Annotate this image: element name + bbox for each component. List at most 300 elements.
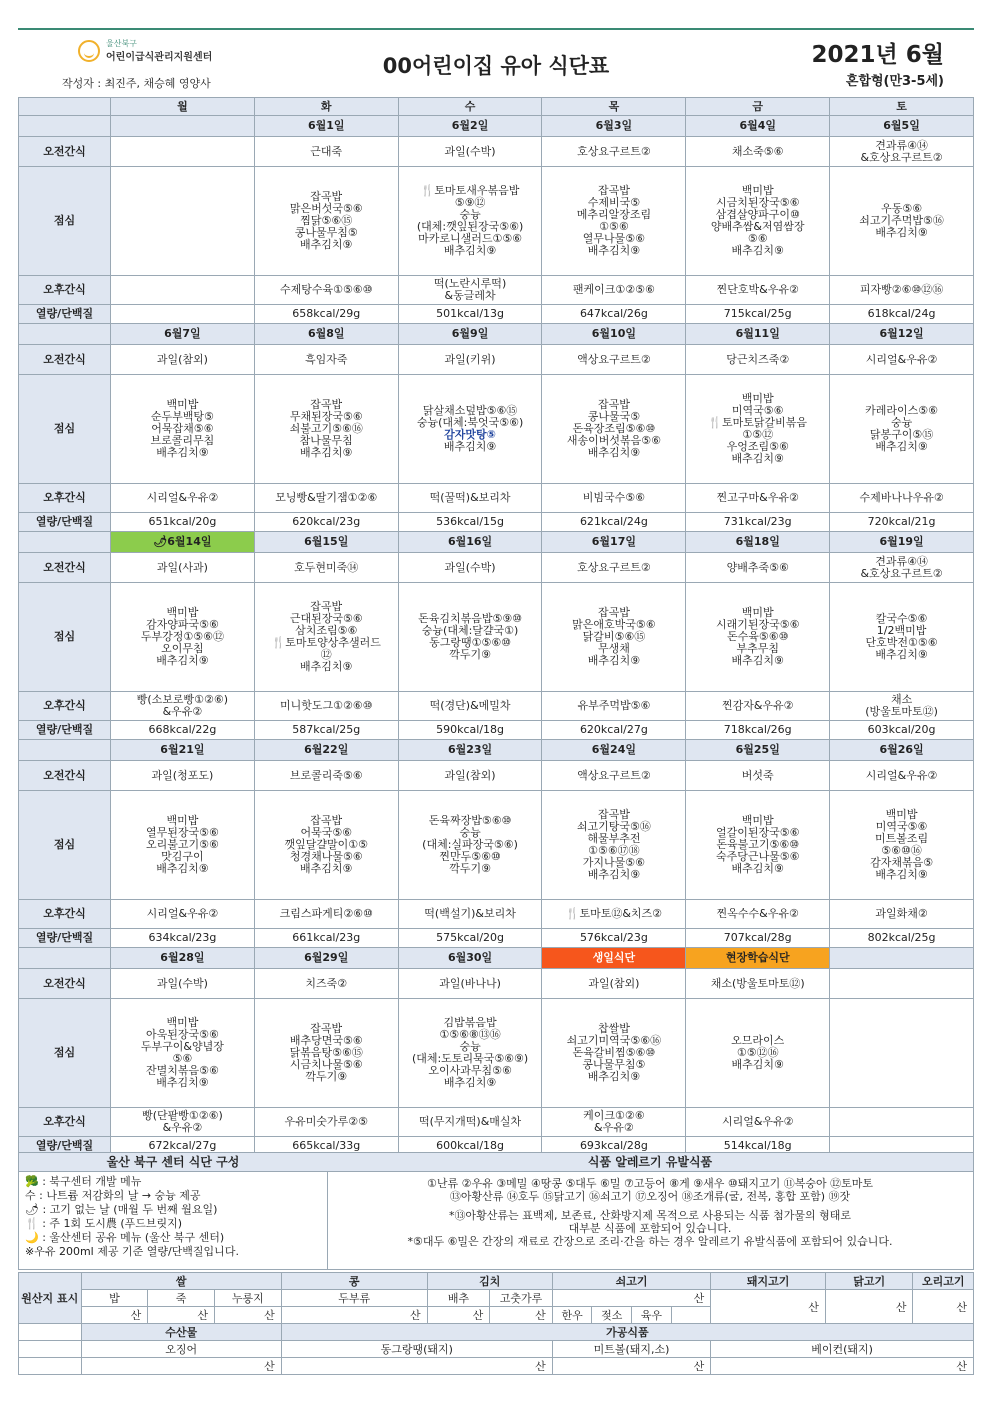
origin-bap-san: 산 [81, 1307, 148, 1324]
kcal-cell: 715kcal/25g [686, 305, 830, 324]
cell-line: 깍두기⑨ [449, 862, 491, 875]
age-group: 혼합형(만3-5세) [845, 74, 944, 89]
day-1: 화 [254, 98, 398, 116]
afternoon-row [19, 692, 974, 721]
kcal-label: 열량/단백질 [19, 929, 111, 948]
cell-line: ⑫ [320, 648, 332, 661]
origin-p2: 미트볼(돼지,소) [552, 1341, 710, 1358]
date-cell: 6월3일 [542, 116, 686, 137]
year-month: 2021년 6월 [811, 42, 944, 68]
lunch-cell [254, 167, 398, 276]
lunch-cell [542, 375, 686, 484]
lunch-cell [542, 167, 686, 276]
origin-bean: 콩 [281, 1273, 427, 1290]
cell-line: 숭늉(대체:달걀국①) [421, 624, 519, 637]
morning-cell: 시리얼&우유② [830, 761, 974, 791]
afternoon-cell: 팬케이크①②⑤⑥ [542, 276, 686, 305]
cell-line: 배추김치⑨ [875, 868, 928, 881]
lunch-cell [542, 791, 686, 900]
cell-line: 두부구이&양념장 [140, 1040, 224, 1053]
top-rule [18, 28, 974, 30]
cell-line: 찹쌀밥 [597, 1022, 630, 1035]
lunch-cell [398, 375, 542, 484]
origin-p2-san: 산 [552, 1358, 710, 1375]
kcal-cell: 603kcal/20g [830, 721, 974, 740]
kcal-cell: 665kcal/33g [254, 1137, 398, 1156]
cell-line: 숭늉 [459, 1040, 481, 1053]
cell-line: 콩나물국⑤ [587, 410, 641, 423]
cell-line: 잡곡밥 [310, 1022, 343, 1035]
cell-line: 브로콜리무침 [150, 434, 215, 447]
author: 작성자 : 최진주, 채승혜 영양사 [62, 77, 211, 90]
morning-cell: 시리얼&우유② [830, 345, 974, 375]
date-cell: 6월25일 [686, 740, 830, 761]
date-cell: 6월23일 [398, 740, 542, 761]
allergy-panel [327, 1153, 973, 1269]
cell-line: 맑은버섯국⑤⑥ [289, 202, 363, 215]
kcal-cell: 668kcal/22g [111, 721, 255, 740]
kcal-cell: 672kcal/27g [111, 1137, 255, 1156]
morning-cell: 과일(바나나) [398, 969, 542, 999]
origin-table [18, 1272, 974, 1375]
afternoon-cell: 시리얼&우유② [111, 484, 255, 513]
cell-line: 감자맛탕⑤ [444, 428, 496, 441]
cell-line: 찐만두⑤⑥⑩ [439, 850, 501, 863]
cell-line: 🍴토마토새우볶음밥 [420, 184, 520, 197]
cell-line: 잡곡밥 [597, 398, 630, 411]
afternoon-cell: 피자빵②⑥⑩⑫⑯ [830, 276, 974, 305]
date-row-label [19, 324, 111, 345]
date-row-label [19, 532, 111, 553]
origin-meat: 육우 [632, 1307, 672, 1324]
kcal-cell: 731kcal/23g [686, 513, 830, 532]
morning-cell: 버섯죽 [686, 761, 830, 791]
date-cell: 6월15일 [254, 532, 398, 553]
lunch-row [19, 375, 974, 484]
cell-line: 백미밥 [741, 184, 774, 197]
afternoon-cell: 찐단호박&우유② [686, 276, 830, 305]
morning-label: 오전간식 [19, 553, 111, 583]
lunch-cell [686, 375, 830, 484]
morning-cell: 채소죽⑤⑥ [686, 137, 830, 167]
morning-row [19, 553, 974, 583]
afternoon-cell: 우유미숫가루②⑤ [254, 1108, 398, 1137]
origin-nurungji: 누룽지 [214, 1290, 281, 1307]
origin-tofu: 두부류 [281, 1290, 427, 1307]
cell-line: 숭늉 [459, 826, 481, 839]
cell-line: &호상요구르트② [860, 150, 943, 164]
morning-cell: 호상요구르트② [542, 137, 686, 167]
morning-cell: 과일(수박) [398, 137, 542, 167]
date-row-label [19, 116, 111, 137]
morning-cell: 과일(수박) [111, 969, 255, 999]
cell-line: 배추김치⑨ [300, 238, 353, 251]
cell-line: ①⑤⑥⑰⑱ [588, 844, 640, 857]
cell-line: &우유② [594, 1121, 634, 1134]
corner-cell [19, 98, 111, 116]
afternoon-cell: 떡(무지개떡)&매실차 [398, 1108, 542, 1137]
lunch-row [19, 583, 974, 692]
date-cell: 6월11일 [686, 324, 830, 345]
date-cell: 6월16일 [398, 532, 542, 553]
cell-line: 맛김구이 [161, 850, 204, 863]
kcal-cell: 576kcal/23g [542, 929, 686, 948]
cell-line: 오리불고기⑤⑥ [145, 838, 219, 851]
date-cell: 현장학습식단 [686, 948, 830, 969]
cell-line: 돈육김치볶음밥⑤⑨⑩ [418, 612, 523, 625]
cell-line: 배추김치⑨ [156, 446, 209, 459]
date-cell: 6월22일 [254, 740, 398, 761]
cell-line: ⑤⑥ [747, 232, 768, 245]
org-small: 울산북구 [106, 39, 137, 48]
cell-line: (방울토마토⑫) [865, 705, 938, 718]
lunch-label: 점심 [19, 167, 111, 276]
afternoon-label: 오후간식 [19, 900, 111, 929]
morning-label: 오전간식 [19, 969, 111, 999]
date-cell: 6월5일 [830, 116, 974, 137]
cell-line: 어묵잡채⑤⑥ [151, 422, 214, 435]
cell-line: 숭늉(대체:북엇국⑤⑥) [416, 416, 524, 429]
date-cell: 6월7일 [111, 324, 255, 345]
cell-line: 미역국⑤⑥ [875, 820, 928, 833]
cell-line: 배추김치⑨ [443, 440, 497, 453]
cell-line: 쇠고기미역국⑤⑥⑯ [566, 1034, 662, 1047]
cell-line: 채소 [890, 693, 913, 706]
cell-line: 배추김치⑨ [587, 1070, 641, 1083]
lunch-cell [398, 167, 542, 276]
cell-line: 배추당면국⑤⑥ [289, 1034, 363, 1047]
date-cell: 6월18일 [686, 532, 830, 553]
lunch-cell [686, 167, 830, 276]
date-cell: 생일식단 [542, 948, 686, 969]
kcal-cell: 620kcal/23g [254, 513, 398, 532]
origin-tofu-san: 산 [281, 1307, 427, 1324]
cell-line: 열무나물⑤⑥ [582, 232, 646, 245]
cell-line: ⑤⑥⑩⑯ [881, 844, 922, 857]
afternoon-cell: 찐옥수수&우유② [686, 900, 830, 929]
lunch-row [19, 791, 974, 900]
lunch-label: 점심 [19, 791, 111, 900]
cell-line: 무채된장국⑤⑥ [289, 410, 363, 423]
cell-line: 쇠고기주먹밥⑤⑯ [859, 214, 944, 227]
date-cell: 6월24일 [542, 740, 686, 761]
date-cell: 6월28일 [111, 948, 255, 969]
morning-cell: 양배추죽⑤⑥ [686, 553, 830, 583]
morning-cell: 호상요구르트② [542, 553, 686, 583]
afternoon-label: 오후간식 [19, 276, 111, 305]
lunch-cell [830, 999, 974, 1108]
lunch-cell [398, 999, 542, 1108]
kcal-cell: 618kcal/24g [830, 305, 974, 324]
afternoon-row [19, 484, 974, 513]
origin-squid: 오징어 [81, 1341, 281, 1358]
afternoon-cell: 유부주먹밥⑤⑥ [542, 692, 686, 721]
kcal-row [19, 305, 974, 324]
afternoon-cell: 모닝빵&딸기잼①②⑥ [254, 484, 398, 513]
legend-items [19, 1172, 327, 1262]
afternoon-cell: 비빔국수⑤⑥ [542, 484, 686, 513]
morning-row [19, 969, 974, 999]
cell-line: 🍴토마토닭갈비볶음 [708, 416, 808, 429]
cell-line: 순두부백탕⑤ [150, 410, 214, 423]
afternoon-cell: 미니핫도그①②⑥⑩ [254, 692, 398, 721]
origin-beef-san: 산 [552, 1290, 710, 1307]
date-cell: 6월4일 [686, 116, 830, 137]
cell-line: 미트볼조림 [875, 832, 929, 845]
date-row [19, 532, 974, 553]
cell-line: 배추김치⑨ [587, 446, 641, 459]
date-row [19, 948, 974, 969]
cell-line: ①⑤⑫ [742, 428, 774, 441]
cell-line: 숭늉 [459, 208, 481, 221]
cell-line: 백미밥 [166, 398, 199, 411]
date-row [19, 324, 974, 345]
cell-line: 돈육짜장밥⑤⑥⑩ [428, 814, 512, 827]
kcal-cell: 501kcal/13g [398, 305, 542, 324]
lunch-cell [254, 375, 398, 484]
cell-line: 잡곡밥 [597, 606, 630, 619]
cell-line: 잡곡밥 [597, 808, 630, 821]
afternoon-label: 오후간식 [19, 484, 111, 513]
cell-line: 숭늉 [890, 416, 913, 429]
lunch-label: 점심 [19, 375, 111, 484]
cell-line: 가지나물⑤⑥ [582, 856, 646, 869]
cell-line: &호상요구르트② [860, 566, 943, 580]
cell-line: 백미밥 [166, 1016, 199, 1029]
allergy-line1: ①난류 ②우유 ③메밀 ④땅콩 ⑤대두 ⑥밀 ⑦고등어 ⑧게 ⑨새우 ⑩돼지고기 ⑪복숭아 ⑫토마토 [427, 1177, 873, 1190]
origin-hanwoo: 한우 [552, 1307, 592, 1324]
lunch-cell [111, 791, 255, 900]
kcal-cell: 587kcal/25g [254, 721, 398, 740]
day-0: 월 [111, 98, 255, 116]
lunch-cell [111, 999, 255, 1108]
afternoon-cell: 과일화채② [830, 900, 974, 929]
afternoon-cell [111, 692, 255, 721]
kcal-cell: 514kcal/18g [686, 1137, 830, 1156]
kcal-cell: 536kcal/15g [398, 513, 542, 532]
cell-line: 배추김치⑨ [731, 452, 784, 465]
cell-line: 잔멸치볶음⑤⑥ [145, 1064, 219, 1077]
cell-line: 시금치나물⑤⑥ [289, 1058, 363, 1071]
lunch-row [19, 167, 974, 276]
lunch-cell [830, 375, 974, 484]
afternoon-cell [111, 276, 255, 305]
lunch-cell [254, 583, 398, 692]
morning-cell: 액상요구르트② [542, 761, 686, 791]
date-cell: 6월12일 [830, 324, 974, 345]
allergy-title: 식품 알레르기 유발식품 [327, 1153, 973, 1172]
afternoon-row [19, 1108, 974, 1137]
date-row [19, 116, 974, 137]
morning-cell: 과일(참외) [398, 761, 542, 791]
kcal-label: 열량/단백질 [19, 1137, 111, 1156]
morning-label: 오전간식 [19, 761, 111, 791]
cell-line: 배추김치⑨ [731, 1058, 784, 1071]
page-title: 00어린이집 유아 식단표 [382, 54, 610, 78]
cell-line: 백미밥 [741, 392, 774, 405]
cell-line: 콩나물무침⑤ [294, 226, 358, 239]
kcal-cell: 720kcal/21g [830, 513, 974, 532]
afternoon-row [19, 276, 974, 305]
legend-title: 울산 북구 센터 식단 구성 [19, 1153, 327, 1172]
day-4: 금 [686, 98, 830, 116]
legend-item: ※우유 200ml 제공 기준 열량/단백질입니다. [25, 1245, 239, 1258]
kcal-cell: 621kcal/24g [542, 513, 686, 532]
day-5: 토 [830, 98, 974, 116]
morning-cell [830, 137, 974, 167]
day-3: 목 [542, 98, 686, 116]
cell-line: 배추김치⑨ [731, 862, 784, 875]
date-cell: 6월8일 [254, 324, 398, 345]
cell-line: 카레라이스⑤⑥ [865, 404, 938, 417]
cell-line: 빵(단팥빵①②⑥) [142, 1109, 223, 1122]
kcal-row [19, 721, 974, 740]
origin-cabbage: 배추 [427, 1290, 490, 1307]
kcal-cell [111, 305, 255, 324]
legend-item: 수 : 나트륨 저감화의 날 → 숭늉 제공 [25, 1189, 201, 1202]
lunch-row [19, 999, 974, 1108]
kcal-cell: 634kcal/23g [111, 929, 255, 948]
cell-line: 숙주당근나물⑤⑥ [715, 850, 800, 863]
cell-line: 잡곡밥 [597, 184, 630, 197]
afternoon-cell: 찐감자&우유② [686, 692, 830, 721]
cell-line: 시래기된장국⑤⑥ [715, 618, 800, 631]
cell-line: ①⑤⑫⑯ [736, 1046, 779, 1059]
afternoon-cell: 떡(백설기)&보리차 [398, 900, 542, 929]
kcal-row [19, 929, 974, 948]
cell-line: 오이사과무침⑤⑥ [428, 1064, 512, 1077]
date-cell: 6월17일 [542, 532, 686, 553]
date-cell: 6월19일 [830, 532, 974, 553]
morning-cell: 치즈죽② [254, 969, 398, 999]
date-cell: 6월21일 [111, 740, 255, 761]
cell-line: 김밥볶음밥 [443, 1016, 497, 1029]
cell-line: 두부강정①⑤⑥⑫ [140, 630, 224, 643]
cell-line: 미역국⑤⑥ [731, 404, 784, 417]
cell-line: 배추김치⑨ [875, 648, 928, 661]
origin-p3: 베이컨(돼지) [711, 1341, 974, 1358]
cell-line: &우유② [162, 705, 203, 718]
cell-line: 견과류④⑭ [875, 554, 928, 568]
cell-line: 맑은애호박국⑤⑥ [572, 618, 656, 631]
kcal-cell: 707kcal/28g [686, 929, 830, 948]
afternoon-cell: 시리얼&우유② [111, 900, 255, 929]
cell-line: 아욱된장국⑤⑥ [145, 1028, 219, 1041]
legend-box [18, 1152, 974, 1270]
cell-line: 백미밥 [741, 606, 774, 619]
legend-item: 🍴 : 주 1회 도시農 (푸드브릿지) [25, 1217, 183, 1230]
kcal-cell: 661kcal/23g [254, 929, 398, 948]
cell-line: &우유② [162, 1121, 203, 1134]
cell-line: 메추리알장조림 [576, 208, 652, 221]
morning-cell: 과일(참외) [111, 345, 255, 375]
afternoon-cell [830, 692, 974, 721]
cell-line: 배추김치⑨ [731, 654, 784, 667]
allergy-note3: *⑤대두 ⑥밀은 간장의 재료로 간장으로 조리·간을 하는 경우 알레르기 유발식품에 포함되어 있습니다. [407, 1235, 893, 1248]
cell-line: 마카로니샐러드①⑤⑥ [418, 232, 523, 245]
lunch-cell [686, 791, 830, 900]
cell-line: 백미밥 [741, 814, 774, 827]
origin-bap: 밥 [81, 1290, 148, 1307]
lunch-cell [111, 167, 255, 276]
origin-duck-san: 산 [913, 1290, 974, 1324]
kcal-label: 열량/단백질 [19, 513, 111, 532]
afternoon-cell: 수제탕수육①⑤⑥⑩ [254, 276, 398, 305]
lunch-cell [398, 583, 542, 692]
cell-line: 백미밥 [885, 808, 918, 821]
origin-juk: 죽 [148, 1290, 215, 1307]
kcal-label: 열량/단백질 [19, 721, 111, 740]
morning-cell: 액상요구르트② [542, 345, 686, 375]
origin-cabbage-san: 산 [427, 1307, 490, 1324]
morning-cell [830, 553, 974, 583]
cell-line: 얼갈이된장국⑤⑥ [715, 826, 800, 839]
afternoon-cell [111, 1108, 255, 1137]
lunch-cell [830, 791, 974, 900]
afternoon-label: 오후간식 [19, 692, 111, 721]
cell-line: 해물부추전 [587, 832, 641, 845]
kcal-cell: 693kcal/28g [542, 1137, 686, 1156]
date-row [19, 740, 974, 761]
allergy-note2: 대부분 식품에 포함되어 있습니다. [568, 1222, 732, 1235]
lunch-cell [254, 791, 398, 900]
cell-line: 열무된장국⑤⑥ [145, 826, 219, 839]
cell-line: 어묵국⑤⑥ [300, 826, 353, 839]
cell-line: 동그랑땡①⑤⑥⑩ [429, 636, 512, 649]
morning-label: 오전간식 [19, 345, 111, 375]
cell-line: 케이크①②⑥ [583, 1109, 645, 1122]
cell-line: 단호박전①⑤⑥ [865, 636, 938, 649]
cell-line: 배추김치⑨ [443, 1076, 497, 1089]
cell-line: 1/2백미밥 [876, 624, 927, 637]
cell-line: 배추김치⑨ [300, 446, 353, 459]
lunch-cell [686, 583, 830, 692]
lunch-cell [254, 999, 398, 1108]
morning-cell: 과일(청포도) [111, 761, 255, 791]
cell-line: 우엉조림⑤⑥ [726, 440, 789, 453]
legend-panel [19, 1153, 328, 1269]
morning-cell: 과일(사과) [111, 553, 255, 583]
afternoon-label: 오후간식 [19, 1108, 111, 1137]
cell-line: 잡곡밥 [310, 398, 343, 411]
cell-line: 깻잎달걀말이①⑤ [284, 838, 368, 851]
cell-line: 수제비국⑤ [587, 196, 641, 209]
cell-line: 칼국수⑤⑥ [875, 612, 928, 625]
origin-p1: 동그랑땡(돼지) [281, 1341, 552, 1358]
org-name: 어린이급식관리지원센터 [106, 52, 213, 63]
cell-line: 감자채볶음⑤ [870, 856, 934, 869]
cell-line: 돈육장조림⑤⑥⑩ [572, 422, 656, 435]
cell-line: 새송이버섯볶음⑤⑥ [566, 434, 661, 447]
cell-line: 배추김치⑨ [300, 862, 353, 875]
cell-line: 부추무침 [736, 642, 779, 655]
origin-beef: 쇠고기 [552, 1273, 710, 1290]
lunch-cell [111, 583, 255, 692]
kcal-cell: 590kcal/18g [398, 721, 542, 740]
afternoon-cell: 떡(경단)&메밀차 [398, 692, 542, 721]
morning-cell: 과일(수박) [398, 553, 542, 583]
origin-pepper-san: 산 [490, 1307, 553, 1324]
morning-cell: 채소(방울토마토⑫) [686, 969, 830, 999]
morning-row [19, 345, 974, 375]
legend-item: 🌶 : 고기 없는 날 (매월 두 번째 월요일) [25, 1203, 218, 1216]
cell-line: 견과류④⑭ [875, 138, 928, 152]
cell-line: 닭볶음탕⑤⑥⑮ [289, 1046, 363, 1059]
cell-line: 돈육불고기⑤⑥⑩ [716, 838, 800, 851]
kcal-cell: 651kcal/20g [111, 513, 255, 532]
afternoon-cell [398, 276, 542, 305]
origin-processed: 가공식품 [281, 1324, 973, 1341]
